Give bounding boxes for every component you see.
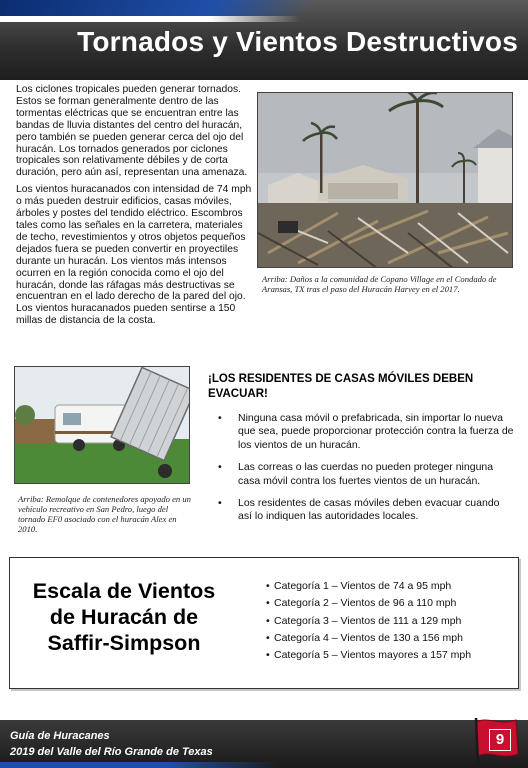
header-banner — [0, 0, 528, 80]
scale-category-text: Categoría 4 – Vientos de 130 a 156 mph — [274, 631, 463, 644]
photo2-caption: Arriba: Remolque de contenedores apoyado en un vehículo recreativo en San Pedro, luego del tornado EF0 asociado con el huracán Alex en 2010. — [18, 494, 191, 534]
bullet-icon: • — [266, 631, 270, 644]
bullet-icon: • — [218, 497, 222, 510]
mobile-home-bullet-list — [218, 412, 514, 533]
scale-category-text: Categoría 1 – Vientos de 74 a 95 mph — [274, 580, 452, 592]
footer-blue-stripe — [0, 762, 280, 768]
intro-paragraph-tornados: Los ciclones tropicales pueden generar tornados. Estos se forman generalmente dentro de las tormentas eléctricas que se encuentran entre las bandas de lluvia distantes del centro del huracán, pero también se pueden generar cerca del ojo del huracán. Los tornados generados por ciclones tropicales son relativamente débiles y de corta duración, pero aún así, representan una amenaza. — [16, 84, 248, 179]
hurricane-damage-photo — [257, 92, 513, 268]
intro-paragraph-winds: Los vientos huracanados con intensidad de 74 mph o más pueden destruir edificios, casas móviles, árboles y postes del tendido eléctrico. Escombros tales como las señales en la carretera, materiales de techo, revestimientos y otros objetos pequeños dejados fuera se pueden convertir en proyectiles durante un huracán. Los vientos más intensos ocurren en la región conocida como el ojo del huracán, donde las ráfagas más destructivas se encuentran en el lado derecho de la pared del ojo. Los vientos huracanados pueden sentirse a 150 millas de distancia de la costa. — [16, 184, 252, 327]
scale-title: Escala de Vientos de Huracán de Saffir-Simpson — [32, 579, 216, 655]
footer-banner — [0, 720, 528, 768]
bullet-icon: • — [266, 614, 270, 627]
bullet-icon: • — [266, 580, 270, 592]
tornado-damage-photo — [14, 366, 190, 484]
list-item-text: Los residentes de casas móviles deben evacuar cuando así lo indiquen las autoridades locales. — [238, 497, 500, 523]
hurricane-damage-illustration — [258, 93, 513, 268]
scale-category-text: Categoría 5 – Vientos mayores a 157 mph — [274, 649, 472, 662]
footer-guide-title — [10, 728, 213, 760]
scale-category-item — [266, 613, 516, 630]
trailer-container-illustration — [15, 367, 190, 484]
page-number: 9 — [489, 729, 511, 751]
intro-text — [16, 84, 254, 332]
scale-category-list — [266, 578, 516, 664]
scale-category-item — [266, 630, 516, 647]
mobile-home-evacuate-heading: ¡LOS RESIDENTES DE CASAS MÓVILES DEBEN EVACUAR! — [208, 373, 474, 400]
list-item-text: Las correas o las cuerdas no pueden proteger ninguna casa móvil contra los fuertes vientos de un huracán. — [238, 461, 494, 487]
list-item — [218, 412, 514, 452]
bullet-icon: • — [218, 461, 222, 474]
bullet-icon: • — [266, 597, 270, 610]
bullet-icon: • — [218, 412, 222, 424]
list-item — [218, 461, 514, 488]
scale-category-text: Categoría 2 – Vientos de 96 a 110 mph — [274, 597, 457, 610]
header-white-stripe — [0, 16, 300, 22]
scale-category-item — [266, 647, 516, 664]
photo1-caption: Arriba: Daños a la comunidad de Copano Village en el Condado de Aransas, TX tras el paso del Huracán Harvey en el 2017. — [262, 274, 497, 294]
list-item — [218, 497, 514, 524]
footer-guide-line2: 2019 del Valle del Río Grande de Texas — [10, 746, 213, 758]
scale-category-item — [266, 578, 516, 595]
footer-guide-line1: Guía de Huracanes — [10, 730, 110, 742]
saffir-simpson-scale-box — [9, 557, 519, 689]
scale-category-item — [266, 595, 516, 612]
list-item-text: Ninguna casa móvil o prefabricada, sin importar lo nueva que sea, puede proporcionar protección contra la fuerza de los vientos de un huracán. — [238, 412, 514, 451]
scale-category-text: Categoría 3 – Vientos de 111 a 129 mph — [274, 614, 462, 627]
header-blue-stripe — [0, 0, 315, 16]
page-title: Tornados y Vientos Destructivos — [77, 26, 518, 57]
bullet-icon: • — [266, 649, 270, 662]
